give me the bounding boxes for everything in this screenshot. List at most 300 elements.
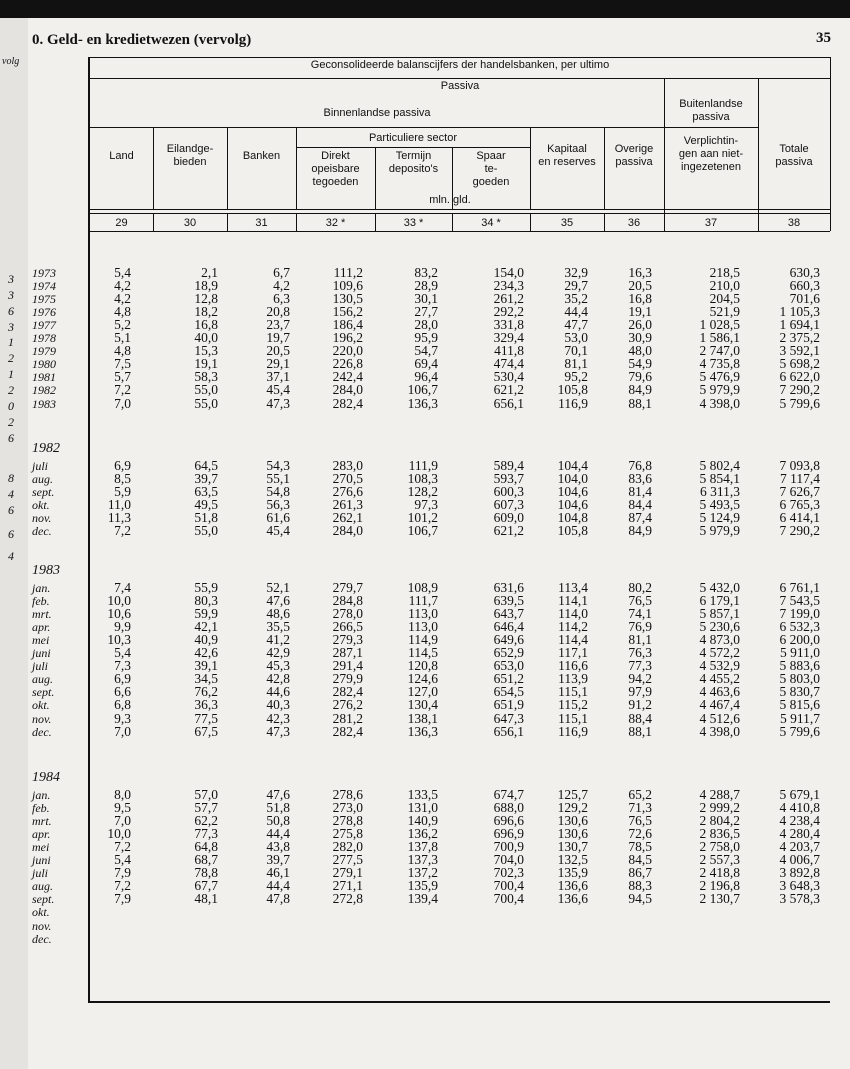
data-cell: 20,8 <box>266 304 290 320</box>
data-cell: 10,0 <box>107 826 131 842</box>
row-label: sept. <box>32 685 55 700</box>
edge-mark: 2 <box>8 415 14 429</box>
data-cell: 83,2 <box>414 265 438 280</box>
data-cell: 7 290,2 <box>779 382 820 398</box>
data-cell: 643,7 <box>493 606 524 622</box>
data-cell: 28,0 <box>414 317 438 333</box>
data-cell: 52,1 <box>266 580 290 595</box>
data-cell: 108,9 <box>407 580 438 595</box>
page-edge <box>0 18 28 1069</box>
column-number: 36 <box>627 217 641 229</box>
data-cell: 76,2 <box>194 684 218 700</box>
data-cell: 114,1 <box>558 593 588 609</box>
data-cell: 279,7 <box>332 580 363 595</box>
data-cell: 137,2 <box>407 865 438 881</box>
data-cell: 32,9 <box>564 265 588 280</box>
data-cell: 101,2 <box>407 510 438 526</box>
data-cell: 1 694,1 <box>779 317 820 333</box>
data-cell: 76,9 <box>628 619 652 635</box>
data-cell: 59,9 <box>194 606 218 622</box>
data-cell: 282,4 <box>332 684 363 700</box>
data-cell: 83,6 <box>628 471 652 487</box>
data-cell: 94,5 <box>628 891 652 907</box>
data-cell: 106,7 <box>407 382 438 398</box>
data-cell: 4 735,8 <box>699 356 740 372</box>
column-header: Land <box>109 150 134 162</box>
data-cell: 154,0 <box>493 265 524 280</box>
data-cell: 272,8 <box>332 891 363 907</box>
data-cell: 156,2 <box>332 304 363 320</box>
edge-mark: 3 <box>8 288 14 302</box>
data-cell: 120,8 <box>407 658 438 674</box>
edge-mark: 6 <box>8 527 14 541</box>
row-label: juli <box>32 659 49 674</box>
data-cell: 282,4 <box>332 395 363 411</box>
data-cell: 39,7 <box>194 471 218 487</box>
data-cell: 5 979,9 <box>699 523 740 539</box>
data-cell: 4,8 <box>114 304 131 320</box>
data-cell: 50,8 <box>266 813 290 829</box>
data-cell: 2 758,0 <box>699 839 740 855</box>
data-cell: 2 836,5 <box>699 826 740 842</box>
year-heading: 1982 <box>32 441 60 456</box>
column-number: 29 <box>115 217 128 229</box>
data-cell: 700,9 <box>493 839 524 855</box>
data-cell: 7,9 <box>114 865 131 881</box>
particulier-line <box>296 147 530 148</box>
data-cell: 5 803,0 <box>779 671 820 687</box>
data-cell: 55,9 <box>194 580 218 595</box>
data-cell: 63,5 <box>194 484 218 500</box>
row-label: dec. <box>32 931 52 946</box>
data-cell: 54,9 <box>628 356 652 372</box>
particuliere-heading: Particuliere sector <box>368 132 458 144</box>
data-cell: 29,7 <box>564 278 588 294</box>
data-cell: 656,1 <box>493 723 524 739</box>
data-cell: 4 455,2 <box>699 671 740 687</box>
data-cell: 43,8 <box>266 839 290 855</box>
data-cell: 5 230,6 <box>699 619 740 635</box>
data-cell: 115,2 <box>558 697 588 713</box>
data-cell: 104,4 <box>557 458 588 473</box>
data-cell: 5,2 <box>114 317 131 333</box>
data-cell: 2 130,7 <box>699 891 740 907</box>
data-cell: 10,3 <box>107 632 131 648</box>
data-cell: 11,3 <box>107 510 131 526</box>
data-cell: 647,3 <box>493 710 524 726</box>
column-header: Verplichtin- gen aan niet- ingezetenen <box>678 135 744 173</box>
data-cell: 656,1 <box>493 395 524 411</box>
data-cell: 19,7 <box>266 330 290 346</box>
data-cell: 3 648,3 <box>779 878 820 894</box>
data-cell: 5 802,4 <box>699 458 740 473</box>
data-cell: 279,1 <box>332 865 363 881</box>
data-cell: 96,4 <box>414 369 438 385</box>
data-cell: 5 493,5 <box>699 497 740 513</box>
data-cell: 55,0 <box>194 382 218 398</box>
data-cell: 278,0 <box>332 606 363 622</box>
data-cell: 88,1 <box>628 723 652 739</box>
data-cell: 45,3 <box>266 658 290 674</box>
data-cell: 104,0 <box>557 471 588 487</box>
row-label: aug. <box>32 879 53 894</box>
row-label: aug. <box>32 672 53 687</box>
data-cell: 29,1 <box>266 356 290 372</box>
data-cell: 114,5 <box>408 645 438 661</box>
data-cell: 127,0 <box>407 684 438 700</box>
data-cell: 6 622,0 <box>779 369 820 385</box>
data-cell: 4 467,4 <box>699 697 740 713</box>
data-cell: 76,8 <box>628 458 652 473</box>
data-cell: 81,1 <box>628 632 652 648</box>
data-cell: 6 414,1 <box>779 510 820 526</box>
data-cell: 4 203,7 <box>779 839 820 855</box>
data-cell: 104,6 <box>557 484 588 500</box>
balance-table <box>28 18 850 1069</box>
data-cell: 71,3 <box>628 800 652 816</box>
row-label: apr. <box>32 827 51 842</box>
data-cell: 15,3 <box>194 343 218 359</box>
row-label: 1983 <box>32 396 56 411</box>
data-cell: 4,8 <box>114 343 131 359</box>
data-cell: 57,0 <box>194 787 218 802</box>
data-cell: 136,6 <box>557 878 588 894</box>
data-cell: 44,4 <box>266 826 290 842</box>
buiten-line <box>664 127 758 128</box>
data-cell: 609,0 <box>493 510 524 526</box>
data-cell: 7,2 <box>114 839 131 855</box>
data-cell: 136,6 <box>557 891 588 907</box>
data-cell: 218,5 <box>709 265 740 280</box>
data-cell: 80,2 <box>628 580 652 595</box>
data-cell: 115,1 <box>558 710 588 726</box>
data-cell: 105,8 <box>557 382 588 398</box>
data-cell: 114,2 <box>558 619 588 635</box>
data-cell: 26,0 <box>628 317 652 333</box>
row-label: 1976 <box>32 305 56 320</box>
data-cell: 2 375,2 <box>779 330 820 346</box>
data-cell: 7 626,7 <box>779 484 820 500</box>
data-cell: 104,8 <box>557 510 588 526</box>
data-cell: 5 911,0 <box>780 645 820 661</box>
data-cell: 6 761,1 <box>779 580 820 595</box>
data-cell: 135,9 <box>407 878 438 894</box>
data-cell: 696,9 <box>493 826 524 842</box>
edge-mark: 3 <box>8 272 14 286</box>
data-cell: 49,5 <box>194 497 218 513</box>
row-label: juni <box>32 853 51 868</box>
data-cell: 607,3 <box>493 497 524 513</box>
data-cell: 47,3 <box>266 723 290 739</box>
data-cell: 696,6 <box>493 813 524 829</box>
data-cell: 4 398,0 <box>699 395 740 411</box>
data-cell: 116,6 <box>558 658 588 674</box>
data-cell: 55,1 <box>266 471 290 487</box>
column-header: Eilandge- bieden <box>166 143 214 168</box>
data-cell: 6,8 <box>114 697 131 713</box>
edge-mark: volg <box>2 56 20 67</box>
data-cell: 1 586,1 <box>699 330 740 346</box>
data-cell: 62,2 <box>194 813 218 829</box>
data-cell: 5,9 <box>114 484 131 500</box>
data-cell: 186,4 <box>332 317 363 333</box>
data-cell: 2 999,2 <box>699 800 740 816</box>
data-cell: 55,0 <box>194 523 218 539</box>
data-cell: 1 105,3 <box>779 304 820 320</box>
data-cell: 116,9 <box>558 723 588 739</box>
data-cell: 474,4 <box>493 356 524 372</box>
passiva-heading: Passiva <box>440 80 480 92</box>
data-cell: 47,8 <box>266 891 290 907</box>
data-cell: 81,1 <box>564 356 588 372</box>
column-header: Banken <box>242 150 281 162</box>
data-cell: 7,0 <box>114 723 131 739</box>
data-cell: 702,3 <box>493 865 524 881</box>
passiva-line <box>90 78 830 79</box>
data-cell: 651,9 <box>493 697 524 713</box>
data-cell: 79,6 <box>628 369 652 385</box>
row-label: sept. <box>32 485 55 500</box>
column-header: Overige passiva <box>614 143 654 168</box>
data-cell: 234,3 <box>493 278 524 294</box>
data-cell: 284,0 <box>332 523 363 539</box>
data-cell: 331,8 <box>493 317 524 333</box>
page-number: 35 <box>816 30 831 46</box>
data-cell: 287,1 <box>332 645 363 661</box>
data-cell: 204,5 <box>709 291 740 307</box>
row-label: 1974 <box>32 279 56 294</box>
data-cell: 28,9 <box>414 278 438 294</box>
data-cell: 273,0 <box>332 800 363 816</box>
binnen-line <box>90 127 664 128</box>
data-cell: 6,9 <box>114 671 131 687</box>
data-cell: 630,3 <box>789 265 820 280</box>
data-cell: 7,2 <box>114 523 131 539</box>
data-cell: 275,8 <box>332 826 363 842</box>
column-number: 32 * <box>325 217 346 229</box>
data-cell: 16,8 <box>194 317 218 333</box>
table-bottom-line <box>90 1001 830 1003</box>
data-cell: 76,3 <box>628 645 652 661</box>
row-label: 1982 <box>32 383 56 398</box>
data-cell: 3 892,8 <box>779 865 820 881</box>
data-cell: 6 179,1 <box>699 593 740 609</box>
data-cell: 7,2 <box>114 382 131 398</box>
data-cell: 40,0 <box>194 330 218 346</box>
data-cell: 242,4 <box>332 369 363 385</box>
right-frame-line <box>830 57 831 231</box>
row-label: juli <box>32 459 49 473</box>
data-cell: 631,6 <box>493 580 524 595</box>
data-cell: 4 238,4 <box>779 813 820 829</box>
data-cell: 3 592,1 <box>779 343 820 359</box>
data-cell: 132,5 <box>557 852 588 868</box>
data-cell: 282,0 <box>332 839 363 855</box>
row-label: okt. <box>32 698 50 713</box>
data-cell: 130,6 <box>557 813 588 829</box>
data-cell: 77,5 <box>194 710 218 726</box>
data-cell: 278,6 <box>332 787 363 802</box>
data-cell: 5 854,1 <box>699 471 740 487</box>
data-cell: 40,9 <box>194 632 218 648</box>
column-number: 31 <box>255 217 268 229</box>
data-cell: 9,9 <box>114 619 131 635</box>
data-cell: 4 572,2 <box>699 645 740 661</box>
data-cell: 7,0 <box>114 395 131 411</box>
data-cell: 5 698,2 <box>779 356 820 372</box>
data-cell: 56,3 <box>266 497 290 513</box>
data-cell: 69,4 <box>414 356 438 372</box>
data-cell: 5,4 <box>114 852 131 868</box>
data-cell: 47,7 <box>564 317 588 333</box>
data-cell: 279,9 <box>332 671 363 687</box>
data-cell: 67,7 <box>194 878 218 894</box>
data-cell: 674,7 <box>493 787 524 802</box>
row-label: feb. <box>32 594 50 609</box>
data-cell: 292,2 <box>493 304 524 320</box>
data-cell: 136,3 <box>407 723 438 739</box>
data-cell: 6,3 <box>273 291 290 307</box>
edge-mark: 2 <box>8 383 14 397</box>
data-cell: 7,2 <box>114 878 131 894</box>
data-cell: 5,1 <box>114 330 131 346</box>
data-cell: 7,9 <box>114 891 131 907</box>
column-number: 34 * <box>481 217 501 229</box>
column-header: Kapitaal en reserves <box>538 143 596 168</box>
data-cell: 36,3 <box>194 697 218 713</box>
data-cell: 51,8 <box>266 800 290 816</box>
data-cell: 129,2 <box>557 800 588 816</box>
data-cell: 196,2 <box>332 330 363 346</box>
data-cell: 78,8 <box>194 865 218 881</box>
data-cell: 284,8 <box>332 593 363 609</box>
data-cell: 39,7 <box>266 852 290 868</box>
data-cell: 128,2 <box>407 484 438 500</box>
data-cell: 114,4 <box>558 632 588 648</box>
data-cell: 111,7 <box>408 593 438 609</box>
data-cell: 30,9 <box>628 330 652 346</box>
data-cell: 2 557,3 <box>699 852 740 868</box>
data-cell: 4 532,9 <box>699 658 740 674</box>
data-cell: 113,0 <box>408 606 438 622</box>
data-cell: 701,6 <box>789 291 820 307</box>
data-cell: 279,3 <box>332 632 363 648</box>
data-cell: 77,3 <box>194 826 218 842</box>
data-cell: 137,8 <box>407 839 438 855</box>
data-cell: 7 093,8 <box>779 458 820 473</box>
data-cell: 80,3 <box>194 593 218 609</box>
data-cell: 97,9 <box>628 684 652 700</box>
row-label: 1978 <box>32 331 56 346</box>
data-cell: 133,5 <box>407 787 438 802</box>
data-cell: 6 765,3 <box>779 497 820 513</box>
data-cell: 94,2 <box>628 671 652 687</box>
data-cell: 35,2 <box>564 291 588 307</box>
row-label: okt. <box>32 905 50 920</box>
data-cell: 5 911,7 <box>780 710 820 726</box>
data-cell: 42,8 <box>266 671 290 687</box>
data-cell: 11,0 <box>107 497 131 513</box>
column-header: Totale passiva <box>775 143 813 168</box>
data-cell: 283,0 <box>332 458 363 473</box>
data-cell: 86,7 <box>628 865 652 881</box>
row-label: 1979 <box>32 344 56 359</box>
row-label: nov. <box>32 511 52 526</box>
data-cell: 88,3 <box>628 878 652 894</box>
data-cell: 411,8 <box>494 343 524 359</box>
data-cell: 137,3 <box>407 852 438 868</box>
data-cell: 1 028,5 <box>699 317 740 333</box>
data-cell: 115,1 <box>558 684 588 700</box>
data-cell: 42,6 <box>194 645 218 661</box>
data-cell: 270,5 <box>332 471 363 487</box>
data-cell: 530,4 <box>493 369 524 385</box>
column-header: Direkt opeisbare tegoeden <box>311 150 360 188</box>
title-line <box>90 57 830 58</box>
data-cell: 40,3 <box>266 697 290 713</box>
data-cell: 4 288,7 <box>699 787 740 802</box>
data-cell: 19,1 <box>194 356 218 372</box>
data-cell: 91,2 <box>628 697 652 713</box>
data-cell: 35,5 <box>266 619 290 635</box>
data-cell: 2 804,2 <box>699 813 740 829</box>
data-cell: 2 196,8 <box>699 878 740 894</box>
data-cell: 7 117,4 <box>780 471 820 487</box>
data-cell: 27,7 <box>414 304 438 320</box>
data-cell: 47,3 <box>266 395 290 411</box>
data-cell: 47,6 <box>266 593 290 609</box>
data-cell: 4,2 <box>273 278 290 294</box>
data-cell: 12,8 <box>194 291 218 307</box>
year-heading: 1983 <box>32 563 60 578</box>
data-cell: 113,4 <box>558 580 588 595</box>
data-cell: 130,5 <box>332 291 363 307</box>
data-cell: 651,2 <box>493 671 524 687</box>
row-label: nov. <box>32 918 52 933</box>
data-cell: 88,4 <box>628 710 652 726</box>
data-cell: 5 679,1 <box>779 787 820 802</box>
data-cell: 5 432,0 <box>699 580 740 595</box>
data-cell: 74,1 <box>628 606 652 622</box>
data-cell: 621,2 <box>493 382 524 398</box>
data-cell: 42,3 <box>266 710 290 726</box>
data-cell: 114,0 <box>558 606 588 622</box>
data-cell: 65,2 <box>628 787 652 802</box>
data-cell: 704,0 <box>493 852 524 868</box>
data-cell: 55,0 <box>194 395 218 411</box>
colno-bottom-line <box>90 231 830 232</box>
row-label: 1977 <box>32 318 56 333</box>
data-cell: 4 873,0 <box>699 632 740 648</box>
data-cell: 130,7 <box>557 839 588 855</box>
row-label: aug. <box>32 472 53 487</box>
data-cell: 2 747,0 <box>699 343 740 359</box>
data-cell: 271,1 <box>332 878 363 894</box>
row-label: 1973 <box>32 266 56 280</box>
data-cell: 276,2 <box>332 697 363 713</box>
data-cell: 125,7 <box>557 787 588 802</box>
data-cell: 600,3 <box>493 484 524 500</box>
data-cell: 660,3 <box>789 278 820 294</box>
edge-mark: 2 <box>8 351 14 365</box>
data-cell: 64,8 <box>194 839 218 855</box>
data-cell: 18,2 <box>194 304 218 320</box>
data-cell: 4,2 <box>114 291 131 307</box>
data-cell: 700,4 <box>493 891 524 907</box>
data-cell: 700,4 <box>493 878 524 894</box>
data-cell: 2 418,8 <box>699 865 740 881</box>
data-cell: 5 883,6 <box>779 658 820 674</box>
